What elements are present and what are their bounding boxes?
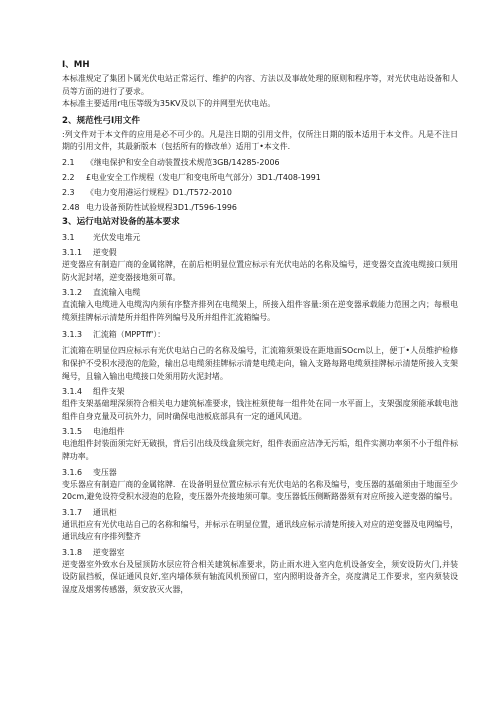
reference-number: 2.3 — [62, 187, 75, 197]
section-1-paragraph-1: 本标准规定了集团卜属光伏电站正常运行、维护的内容、方法以及事故处理的原则和程序等，对光伏电站设备和人员等方面的进行了要求。 — [62, 74, 458, 96]
subsection-text: 逆变器室 — [93, 547, 125, 557]
subsection-3-1-3-paragraph: 汇流箱在明显位四应标示有光伏电站白己的名称及编号，汇流箱须架设在距地面SOcm以上，便丁•人员维护检修和保护不受积水浸泡的危险，输出总电缆须挂牌标示清楚电缆走向，输入支路每路电缆须挂牌标示清楚所接入支架绳号，且输入输出电缆接口处须用防火泥封堵。 — [62, 346, 458, 381]
subsection-number: 3.1.3 — [62, 330, 83, 340]
subsection-3-1-2 — [62, 286, 458, 299]
subsection-text: 变压器 — [93, 467, 117, 477]
reference-text: 《电力变用港运行规程》D1./T572-2010 — [86, 187, 232, 197]
section-2-title: 2、规范性弓I用文件 — [62, 115, 140, 126]
subsection-3-1-7 — [62, 506, 458, 519]
subsection-3-1-3 — [62, 328, 458, 341]
subsection-3-1-5-paragraph: 电池组件封装面须完好无破损，背后引出线及线盒须完好，组件表面应洁净无污垢，组件实测功率须不小于组件标牌功率。 — [62, 439, 458, 461]
subsection-3-1 — [62, 231, 458, 244]
subsection-3-1-5 — [62, 425, 458, 438]
subsection-number: 3.1 — [62, 232, 75, 242]
section-2-paragraph: :列文件对于本文件的应用是必不可少的。凡是注日期的引用文件，仅所注日期的版本适用于本文件。凡是不注日期的引用文件，其最新版本（包括所有的修改单）适用丁•本文件. — [62, 129, 458, 152]
subsection-3-1-4-paragraph: 组件支架基础埋深须符合相关电力建筑标准要求，钱注桩须使每一组件处在同一水平面上，支架强度须能承载电池组件自身克量及可抗外力，同时确保电池板底部具有一定的通风风道。 — [62, 399, 458, 421]
subsection-number: 3.1.1 — [62, 247, 83, 257]
subsection-3-1-8 — [62, 546, 458, 559]
section-1-title: I、MH — [62, 60, 90, 70]
reference-text: 电力设备预防性试验规程3D1./T596-1996 — [86, 202, 237, 212]
subsection-number: 3.1.2 — [62, 288, 83, 298]
subsection-3-1-7-paragraph: 通讯拒应有光伏电站自己的名称和编号，并标示在明显位置，通讯线应标示清楚所接入对应的逆变器及电网编号，通讯线应有序排列整齐 — [62, 519, 458, 542]
section-1-paragraph-2: 本标准主要适用r电压等级为35KV及以下的并网型光伏电站。 — [62, 99, 276, 109]
subsection-number: 3.1.7 — [62, 507, 83, 517]
subsection-text: 直流输入电缆 — [93, 288, 141, 298]
subsection-3-1-2-paragraph: 直流输入电缆进入电缆沟内须有序整齐排列在电缆架上，所接入组件容量:须在逆变器承载能力范围之内；每根电缆须挂牌标示清楚所并组件阵列编号及所并组件汇流箱编号。 — [62, 300, 458, 322]
subsection-3-1-1 — [62, 246, 458, 259]
reference-number: 2.1 — [62, 157, 75, 167]
section-3-title: 3、运行电站对设备的基本要求 — [62, 216, 180, 227]
subsection-text: 光伏发电堆元 — [93, 232, 141, 242]
subsection-3-1-6-paragraph: 变乐器应有制造厂商的金属铭牌．在设备明显位置应标示有光伏电站的名称及编号，变压器的基础须由于地面至少20cm,避免设符受积水浸泡的危险，变压器外壳接地须可靠。变压器低压侧断路器须有对应所接入逆变器的编号。 — [62, 479, 458, 502]
subsection-3-1-8-paragraph: 逆变器室外致水台及屋顶防水层应符合相关建筑标准要求，防止雨水进入室内危机设备安全，须安设防火门,并装设防鼠挡板，保证通风良好,室内墙体须有轴流风机预留口，室内照明设备齐全，亮度满足工作要求，室内须装设湿度及烟雾传感器，须安放灭火器， — [62, 559, 458, 595]
reference-number: 2.48 — [62, 202, 80, 212]
subsection-text: 汇流箱（MPPTff'）： — [93, 330, 166, 340]
reference-item — [62, 156, 458, 169]
subsection-text: 通讯柜 — [93, 507, 117, 517]
reference-number: 2.2 — [62, 172, 75, 182]
reference-item — [62, 201, 458, 214]
reference-text: £电业安全工作规程（发电厂和变电所电气部分）3D1./T408-1991 — [86, 172, 321, 182]
subsection-text: 组件支架 — [93, 387, 125, 397]
reference-text: 《继电保护和安全自动装置技术规范3GB/14285-2006 — [86, 157, 280, 167]
subsection-number: 3.1.4 — [62, 387, 83, 397]
subsection-3-1-1-paragraph: 逆变器应有制造厂商的金属铭牌，在前后柜明显位置应标示有光伏电站的名称及编号，逆变器交直流电缆接口须用防火泥封堵，逆变器接地须可靠。 — [62, 259, 458, 282]
reference-item — [62, 186, 458, 199]
reference-item — [62, 171, 458, 184]
subsection-number: 3.1.8 — [62, 547, 83, 557]
subsection-text: 电池组件 — [93, 427, 125, 437]
subsection-3-1-6 — [62, 466, 458, 479]
subsection-3-1-4 — [62, 385, 458, 398]
subsection-text: 逆变假 — [93, 247, 117, 257]
subsection-number: 3.1.6 — [62, 467, 83, 477]
subsection-number: 3.1.5 — [62, 427, 83, 437]
